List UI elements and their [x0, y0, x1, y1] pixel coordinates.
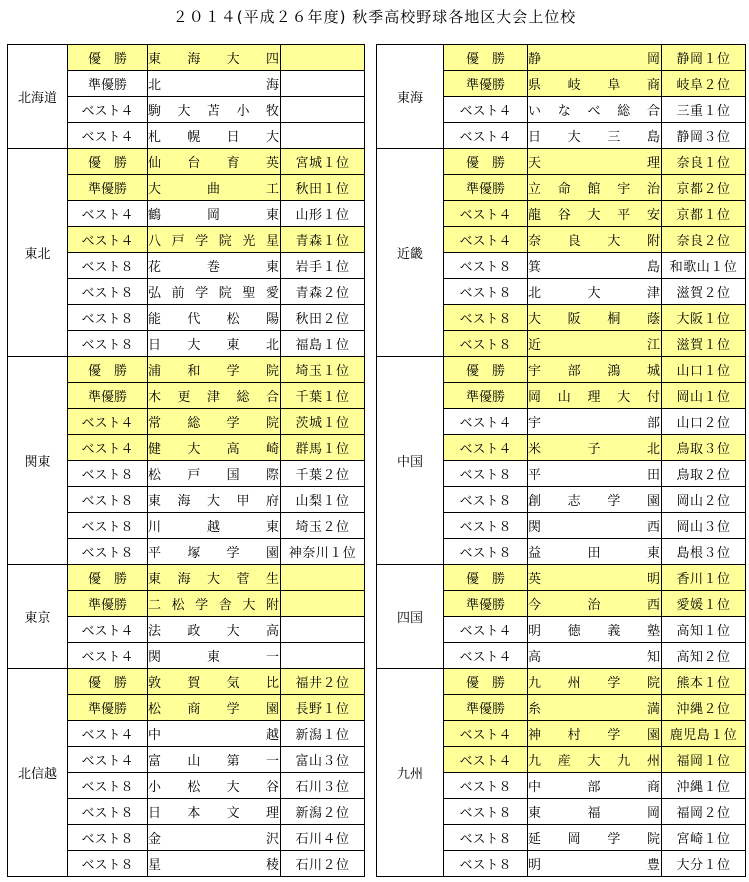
school-name: 高知 — [528, 643, 662, 669]
prefecture-seed — [281, 123, 365, 149]
rank-cell: 準優勝 — [68, 695, 148, 721]
rank-cell: ベスト４ — [444, 747, 528, 773]
rank-cell: ベスト４ — [444, 97, 528, 123]
rank-cell: ベスト８ — [444, 253, 528, 279]
rank-cell: ベスト８ — [68, 253, 148, 279]
school-name: 大阪桐蔭 — [528, 305, 662, 331]
rank-cell: ベスト４ — [68, 435, 148, 461]
school-name: 木更津総合 — [148, 383, 281, 409]
prefecture-seed: 埼玉２位 — [281, 513, 365, 539]
rank-cell: ベスト４ — [68, 123, 148, 149]
rank-cell: 優 勝 — [68, 149, 148, 175]
rank-cell: ベスト８ — [68, 279, 148, 305]
school-name: 仙台育英 — [148, 149, 281, 175]
rank-cell: 優 勝 — [444, 149, 528, 175]
school-name: 松商学園 — [148, 695, 281, 721]
rank-cell: ベスト４ — [68, 747, 148, 773]
rank-cell: ベスト８ — [68, 851, 148, 877]
prefecture-seed: 高知２位 — [662, 643, 746, 669]
school-name: 東海大菅生 — [148, 565, 281, 591]
school-name: 宇部 — [528, 409, 662, 435]
rank-cell: ベスト４ — [444, 721, 528, 747]
region-name: 東海 — [377, 45, 444, 149]
rank-cell: ベスト４ — [444, 617, 528, 643]
rank-cell: ベスト４ — [68, 617, 148, 643]
rank-cell: ベスト８ — [68, 305, 148, 331]
school-name: 立命館宇治 — [528, 175, 662, 201]
table-row — [8, 357, 365, 383]
school-name: 創志学園 — [528, 487, 662, 513]
school-name: 北海 — [148, 71, 281, 97]
school-name: 東海大甲府 — [148, 487, 281, 513]
region-name: 四国 — [377, 565, 444, 669]
rank-cell: ベスト４ — [444, 201, 528, 227]
prefecture-seed: 青森２位 — [281, 279, 365, 305]
prefecture-seed: 奈良１位 — [662, 149, 746, 175]
rank-cell: ベスト８ — [444, 461, 528, 487]
rank-cell: ベスト４ — [68, 227, 148, 253]
prefecture-seed: 新潟２位 — [281, 799, 365, 825]
rank-cell: ベスト８ — [444, 539, 528, 565]
prefecture-seed: 福島１位 — [281, 331, 365, 357]
prefecture-seed: 岐阜２位 — [662, 71, 746, 97]
rank-cell: 準優勝 — [68, 71, 148, 97]
school-name: 益田東 — [528, 539, 662, 565]
school-name: 関西 — [528, 513, 662, 539]
school-name: 駒大苫小牧 — [148, 97, 281, 123]
prefecture-seed — [281, 565, 365, 591]
table-row — [8, 149, 365, 175]
rank-cell: ベスト４ — [68, 201, 148, 227]
school-name: 小松大谷 — [148, 773, 281, 799]
prefecture-seed: 山口２位 — [662, 409, 746, 435]
school-name: 中部商 — [528, 773, 662, 799]
region-name: 東京 — [8, 565, 68, 669]
table-row — [8, 45, 365, 71]
school-name: 常総学院 — [148, 409, 281, 435]
school-name: 星稜 — [148, 851, 281, 877]
school-name: 日本文理 — [148, 799, 281, 825]
rank-cell: 優 勝 — [68, 357, 148, 383]
prefecture-seed: 奈良２位 — [662, 227, 746, 253]
region-name: 関東 — [8, 357, 68, 565]
rank-cell: ベスト８ — [444, 279, 528, 305]
region-name: 北海道 — [8, 45, 68, 149]
table-row — [377, 565, 746, 591]
prefecture-seed: 岡山２位 — [662, 487, 746, 513]
prefecture-seed: 石川２位 — [281, 851, 365, 877]
prefecture-seed: 沖縄２位 — [662, 695, 746, 721]
prefecture-seed: 高知１位 — [662, 617, 746, 643]
prefecture-seed: 滋賀２位 — [662, 279, 746, 305]
region-name: 九州 — [377, 669, 444, 877]
rank-cell: ベスト４ — [444, 643, 528, 669]
school-name: 東福岡 — [528, 799, 662, 825]
prefecture-seed: 岡山３位 — [662, 513, 746, 539]
school-name: 金沢 — [148, 825, 281, 851]
rank-cell: ベスト４ — [68, 721, 148, 747]
school-name: 奈良大附 — [528, 227, 662, 253]
school-name: 弘前学院聖愛 — [148, 279, 281, 305]
school-name: いなべ総合 — [528, 97, 662, 123]
school-name: 日大三島 — [528, 123, 662, 149]
table-row — [8, 565, 365, 591]
prefecture-seed: 秋田１位 — [281, 175, 365, 201]
prefecture-seed: 鳥取２位 — [662, 461, 746, 487]
prefecture-seed: 和歌山１位 — [662, 253, 746, 279]
rank-cell: ベスト８ — [444, 331, 528, 357]
rank-cell: ベスト４ — [444, 227, 528, 253]
table-row — [8, 669, 365, 695]
school-name: 能代松陽 — [148, 305, 281, 331]
school-name: 箕島 — [528, 253, 662, 279]
results-table-right — [376, 44, 746, 877]
rank-cell: ベスト８ — [68, 773, 148, 799]
school-name: 富山第一 — [148, 747, 281, 773]
school-name: 大曲工 — [148, 175, 281, 201]
table-row — [377, 357, 746, 383]
rank-cell: 優 勝 — [444, 669, 528, 695]
rank-cell: ベスト８ — [68, 539, 148, 565]
rank-cell: 準優勝 — [444, 695, 528, 721]
rank-cell: 準優勝 — [68, 175, 148, 201]
prefecture-seed: 石川３位 — [281, 773, 365, 799]
rank-cell: ベスト８ — [444, 513, 528, 539]
rank-cell: 準優勝 — [68, 591, 148, 617]
rank-cell: 優 勝 — [68, 669, 148, 695]
school-name: 松戸国際 — [148, 461, 281, 487]
rank-cell: ベスト８ — [68, 331, 148, 357]
school-name: 北大津 — [528, 279, 662, 305]
prefecture-seed — [281, 591, 365, 617]
rank-cell: 優 勝 — [68, 565, 148, 591]
rank-cell: ベスト４ — [68, 409, 148, 435]
rank-cell: ベスト８ — [444, 305, 528, 331]
prefecture-seed: 長野１位 — [281, 695, 365, 721]
rank-cell: 準優勝 — [444, 591, 528, 617]
prefecture-seed: 鹿児島１位 — [662, 721, 746, 747]
prefecture-seed: 京都１位 — [662, 201, 746, 227]
prefecture-seed: 山梨１位 — [281, 487, 365, 513]
region-name: 北信越 — [8, 669, 68, 877]
rank-cell: ベスト４ — [444, 435, 528, 461]
rank-cell: ベスト８ — [444, 773, 528, 799]
school-name: 宇部鴻城 — [528, 357, 662, 383]
school-name: 岡山理大付 — [528, 383, 662, 409]
school-name: 英明 — [528, 565, 662, 591]
school-name: 米子北 — [528, 435, 662, 461]
rank-cell: 優 勝 — [444, 357, 528, 383]
prefecture-seed: 石川４位 — [281, 825, 365, 851]
page-title: ２０１４(平成２６年度) 秋季高校野球各地区大会上位校 — [172, 8, 577, 26]
rank-cell: 準優勝 — [444, 383, 528, 409]
prefecture-seed: 沖縄１位 — [662, 773, 746, 799]
region-name: 中国 — [377, 357, 444, 565]
school-name: 関東一 — [148, 643, 281, 669]
school-name: 浦和学院 — [148, 357, 281, 383]
school-name: 龍谷大平安 — [528, 201, 662, 227]
table-row — [377, 149, 746, 175]
school-name: 札幌日大 — [148, 123, 281, 149]
prefecture-seed: 福井２位 — [281, 669, 365, 695]
rank-cell: ベスト８ — [444, 799, 528, 825]
prefecture-seed: 京都２位 — [662, 175, 746, 201]
prefecture-seed: 富山３位 — [281, 747, 365, 773]
school-name: 神村学園 — [528, 721, 662, 747]
prefecture-seed — [281, 643, 365, 669]
prefecture-seed: 新潟１位 — [281, 721, 365, 747]
school-name: 敦賀気比 — [148, 669, 281, 695]
rank-cell: ベスト８ — [444, 825, 528, 851]
rank-cell: ベスト８ — [68, 513, 148, 539]
rank-cell: 優 勝 — [68, 45, 148, 71]
prefecture-seed — [281, 97, 365, 123]
school-name: 鶴岡東 — [148, 201, 281, 227]
prefecture-seed: 鳥取３位 — [662, 435, 746, 461]
school-name: 明徳義塾 — [528, 617, 662, 643]
prefecture-seed — [281, 617, 365, 643]
prefecture-seed — [281, 71, 365, 97]
school-name: 静岡 — [528, 45, 662, 71]
school-name: 平田 — [528, 461, 662, 487]
prefecture-seed: 山口１位 — [662, 357, 746, 383]
rank-cell: 優 勝 — [444, 565, 528, 591]
prefecture-seed: 宮崎１位 — [662, 825, 746, 851]
rank-cell: ベスト８ — [68, 487, 148, 513]
rank-cell: 準優勝 — [68, 383, 148, 409]
prefecture-seed: 福岡１位 — [662, 747, 746, 773]
prefecture-seed: 島根３位 — [662, 539, 746, 565]
region-name: 近畿 — [377, 149, 444, 357]
prefecture-seed: 秋田２位 — [281, 305, 365, 331]
prefecture-seed: 茨城１位 — [281, 409, 365, 435]
prefecture-seed: 静岡１位 — [662, 45, 746, 71]
prefecture-seed: 熊本１位 — [662, 669, 746, 695]
results-table-left — [7, 44, 365, 877]
prefecture-seed: 静岡３位 — [662, 123, 746, 149]
prefecture-seed: 大阪１位 — [662, 305, 746, 331]
prefecture-seed: 岡山１位 — [662, 383, 746, 409]
prefecture-seed: 千葉２位 — [281, 461, 365, 487]
prefecture-seed: 宮城１位 — [281, 149, 365, 175]
school-name: 法政大高 — [148, 617, 281, 643]
prefecture-seed — [281, 45, 365, 71]
rank-cell: ベスト４ — [444, 123, 528, 149]
prefecture-seed: 香川１位 — [662, 565, 746, 591]
rank-cell: 準優勝 — [444, 175, 528, 201]
school-name: 花巻東 — [148, 253, 281, 279]
rank-cell: 優 勝 — [444, 45, 528, 71]
prefecture-seed: 福岡２位 — [662, 799, 746, 825]
prefecture-seed: 千葉１位 — [281, 383, 365, 409]
rank-cell: 準優勝 — [444, 71, 528, 97]
school-name: 八戸学院光星 — [148, 227, 281, 253]
school-name: 二松学舎大附 — [148, 591, 281, 617]
school-name: 九州学院 — [528, 669, 662, 695]
rank-cell: ベスト８ — [444, 851, 528, 877]
prefecture-seed: 青森１位 — [281, 227, 365, 253]
rank-cell: ベスト８ — [68, 825, 148, 851]
table-row — [377, 669, 746, 695]
region-name: 東北 — [8, 149, 68, 357]
rank-cell: ベスト８ — [68, 461, 148, 487]
rank-cell: ベスト４ — [68, 97, 148, 123]
table-row — [377, 45, 746, 71]
school-name: 延岡学院 — [528, 825, 662, 851]
prefecture-seed: 神奈川１位 — [281, 539, 365, 565]
prefecture-seed: 大分１位 — [662, 851, 746, 877]
school-name: 日大東北 — [148, 331, 281, 357]
school-name: 今治西 — [528, 591, 662, 617]
school-name: 県岐阜商 — [528, 71, 662, 97]
rank-cell: ベスト８ — [68, 799, 148, 825]
school-name: 天理 — [528, 149, 662, 175]
rank-cell: ベスト４ — [444, 409, 528, 435]
school-name: 川越東 — [148, 513, 281, 539]
prefecture-seed: 滋賀１位 — [662, 331, 746, 357]
school-name: 九産大九州 — [528, 747, 662, 773]
prefecture-seed: 群馬１位 — [281, 435, 365, 461]
school-name: 中越 — [148, 721, 281, 747]
prefecture-seed: 岩手１位 — [281, 253, 365, 279]
prefecture-seed: 埼玉１位 — [281, 357, 365, 383]
school-name: 平塚学園 — [148, 539, 281, 565]
rank-cell: ベスト４ — [68, 643, 148, 669]
rank-cell: ベスト８ — [444, 487, 528, 513]
prefecture-seed: 愛媛１位 — [662, 591, 746, 617]
school-name: 東海大四 — [148, 45, 281, 71]
prefecture-seed: 山形１位 — [281, 201, 365, 227]
school-name: 糸満 — [528, 695, 662, 721]
school-name: 明豊 — [528, 851, 662, 877]
school-name: 近江 — [528, 331, 662, 357]
prefecture-seed: 三重１位 — [662, 97, 746, 123]
school-name: 健大高崎 — [148, 435, 281, 461]
